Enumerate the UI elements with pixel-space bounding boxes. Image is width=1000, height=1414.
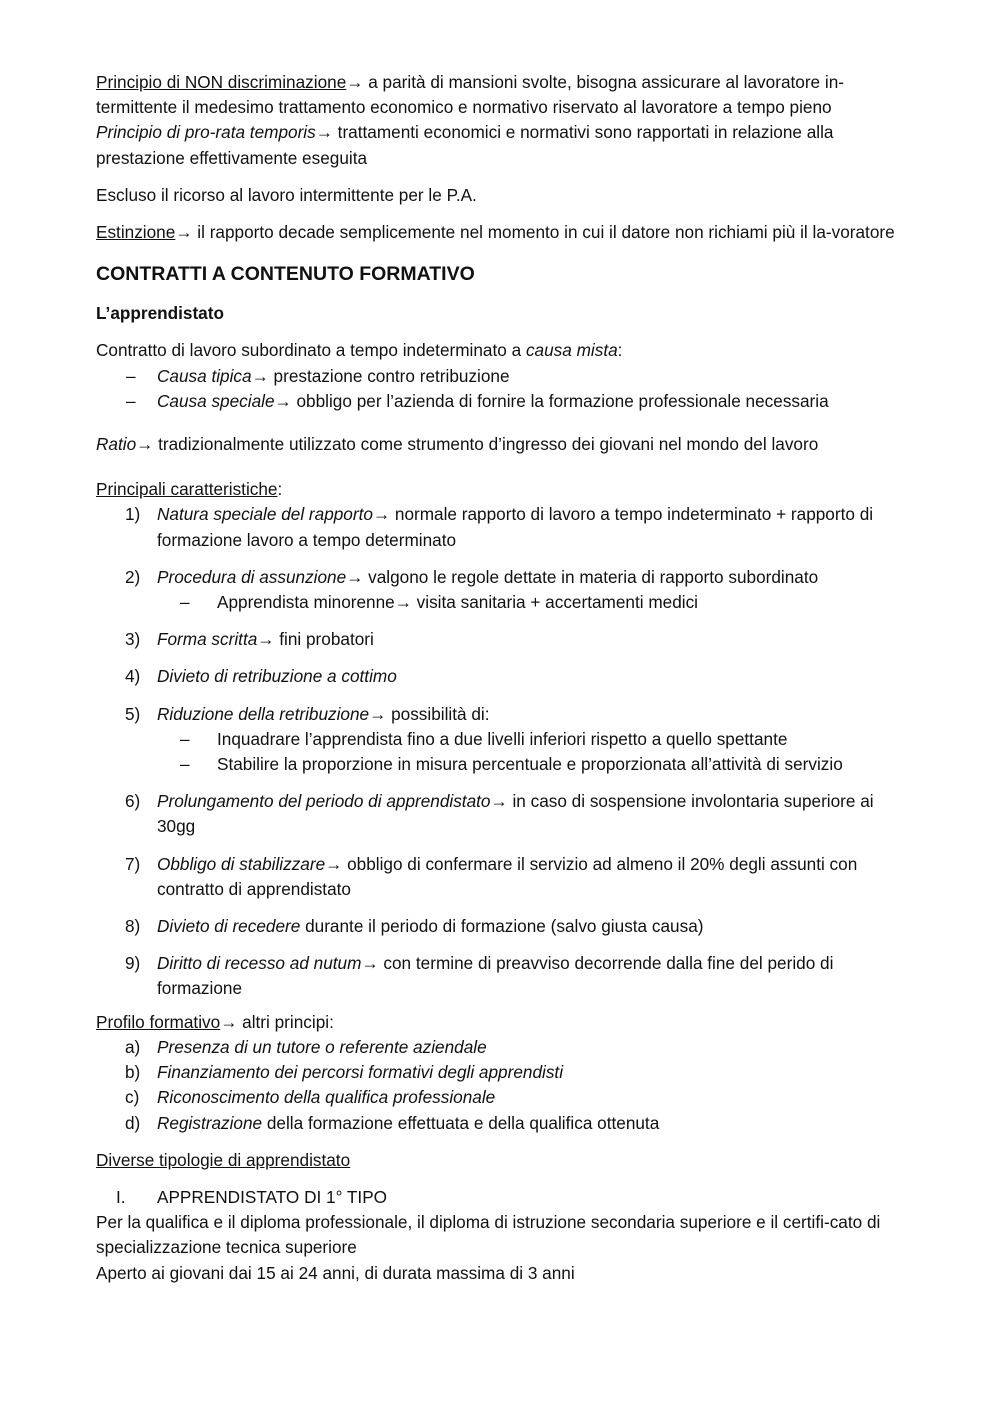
term: Procedura di assunzione xyxy=(157,566,347,587)
text: Contratto di lavoro subordinato a tempo indeterminato a xyxy=(96,340,526,361)
text: della formazione effettuata e della qualifica ottenuta xyxy=(262,1112,660,1133)
text: : xyxy=(277,479,283,500)
list-item xyxy=(96,389,906,414)
text: → obbligo per l’azienda di fornire la formazione professionale necessaria xyxy=(274,390,829,411)
text: → altri principi: xyxy=(220,1011,334,1032)
term: Principio di pro-rata temporis xyxy=(96,122,316,143)
text: → prestazione contro retribuzione xyxy=(251,365,510,386)
term: Registrazione xyxy=(157,1112,263,1133)
list-item xyxy=(96,1085,906,1110)
list-number: 2) xyxy=(125,566,141,587)
term: Natura speciale del rapporto xyxy=(157,504,373,525)
text: → il rapporto decade semplicemente nel momento in cui il datore non richiami più il la-voratore xyxy=(175,222,895,243)
term: causa mista xyxy=(525,340,618,361)
text: : xyxy=(617,340,623,361)
list-item xyxy=(96,789,906,839)
text: → trattamenti economici e normativi sono rapportati in relazione alla prestazione effettivamente eseguita xyxy=(96,122,834,168)
term: Divieto di retribuzione a cottimo xyxy=(157,666,397,687)
sub-list-item: – Inquadrare l’apprendista fino a due livelli inferiori rispetto a quello spettante xyxy=(96,727,906,752)
text: → in caso di sospensione involontaria superiore ai 30gg xyxy=(157,791,874,837)
list-number: 6) xyxy=(125,791,141,812)
paragraph-pro-rata xyxy=(96,120,906,170)
list-item xyxy=(96,1060,906,1085)
paragraph-tipo1-eta: Aperto ai giovani dai 15 ai 24 anni, di durata massima di 3 anni xyxy=(96,1262,575,1283)
term: Principio di NON discriminazione xyxy=(96,72,347,92)
list-item xyxy=(96,627,906,652)
document-page xyxy=(96,70,906,1286)
list-letter: b) xyxy=(125,1062,141,1083)
list-number: 9) xyxy=(125,953,141,974)
term: Estinzione xyxy=(96,222,176,243)
list-item xyxy=(96,914,906,939)
list-letter: c) xyxy=(125,1087,140,1108)
sub-list-item: – Stabilire la proporzione in misura percentuale e proporzionata all’attività di servizio xyxy=(96,752,906,777)
text: APPRENDISTATO DI 1° TIPO xyxy=(157,1186,388,1207)
text: → normale rapporto di lavoro a tempo indeterminato + rapporto di formazione lavoro a tempo determinato xyxy=(157,504,874,550)
sub-list-item: – Apprendista minorenne→ visita sanitaria + accertamenti medici xyxy=(96,590,906,615)
term: Principali caratteristiche xyxy=(96,479,278,500)
term: Divieto di recedere xyxy=(157,916,301,937)
list-number: 1) xyxy=(125,504,141,525)
list-number: 7) xyxy=(125,853,141,874)
term: Obbligo di stabilizzare xyxy=(157,853,326,874)
list-number: 3) xyxy=(125,629,141,650)
term: Profilo formativo xyxy=(96,1011,221,1032)
list-item xyxy=(96,364,906,389)
tipologie-title: Diverse tipologie di apprendistato xyxy=(96,1149,351,1170)
text: → valgono le regole dettate in materia di rapporto subordinato xyxy=(346,566,819,587)
paragraph-escluso: Escluso il ricorso al lavoro intermittente per le P.A. xyxy=(96,184,477,205)
term: Forma scritta xyxy=(157,629,258,650)
list-item xyxy=(96,1111,906,1136)
text: → fini probatori xyxy=(257,629,374,650)
profilo-title xyxy=(96,1010,906,1035)
term: Causa speciale xyxy=(157,390,275,411)
list-number: 4) xyxy=(125,666,141,687)
list-roman: I. xyxy=(116,1186,126,1207)
list-item xyxy=(96,502,906,552)
term: Ratio xyxy=(96,434,137,455)
paragraph-contratto xyxy=(96,338,906,363)
text: → a parità di mansioni svolte, bisogna assicurare al lavoratore in-termittente il medesimo trattamento economico e normativo riservato al lavoratore a tempo pieno xyxy=(96,72,844,118)
term: Causa tipica xyxy=(157,365,252,386)
list-item xyxy=(96,565,906,590)
text: → tradizionalmente utilizzato come strumento d’ingresso dei giovani nel mondo del lavoro xyxy=(136,434,819,455)
subsection-heading: L’apprendistato xyxy=(96,303,224,324)
term: Prolungamento del periodo di apprendistato xyxy=(157,791,491,812)
paragraph-tipo1-description: Per la qualifica e il diploma professionale, il diploma di istruzione secondaria superiore e il certifi-cato di specializzazione tecnica superiore xyxy=(96,1212,881,1258)
term: Diritto di recesso ad nutum xyxy=(157,953,362,974)
list-letter: d) xyxy=(125,1112,141,1133)
text: → possibilità di: xyxy=(369,703,490,724)
paragraph-non-discriminazione xyxy=(96,70,906,120)
list-number: 5) xyxy=(125,703,141,724)
list-item xyxy=(96,951,906,1001)
term: Presenza di un tutore o referente aziendale xyxy=(157,1036,487,1057)
text: → con termine di preavviso decorrende dalla fine del perido di formazione xyxy=(157,953,834,999)
section-heading: CONTRATTI A CONTENUTO FORMATIVO xyxy=(96,263,475,286)
caratteristiche-title xyxy=(96,477,906,502)
list-number: 8) xyxy=(125,916,141,937)
text: durante il periodo di formazione (salvo giusta causa) xyxy=(300,916,704,937)
term: Riconoscimento della qualifica professionale xyxy=(157,1087,496,1108)
list-item xyxy=(96,1035,906,1060)
term: Riduzione della retribuzione xyxy=(157,703,370,724)
list-item xyxy=(96,702,906,727)
paragraph-ratio xyxy=(96,432,906,457)
list-item xyxy=(96,1185,906,1210)
list-item xyxy=(96,852,906,902)
term: Finanziamento dei percorsi formativi degli apprendisti xyxy=(157,1062,564,1083)
list-letter: a) xyxy=(125,1036,141,1057)
text: → obbligo di confermare il servizio ad almeno il 20% degli assunti con contratto di apprendistato xyxy=(157,853,858,899)
paragraph-estinzione xyxy=(96,220,906,245)
list-item xyxy=(96,664,906,689)
